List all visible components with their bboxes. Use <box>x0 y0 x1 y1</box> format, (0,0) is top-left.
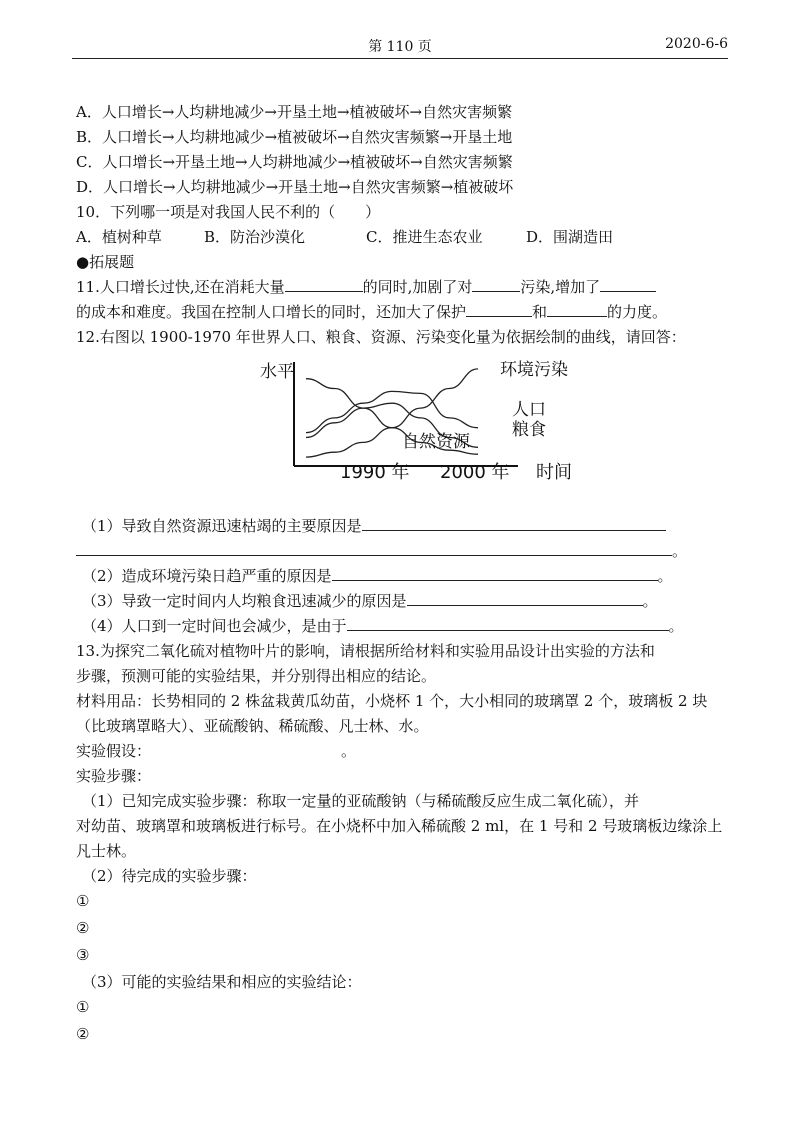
q12-sub4: （4）人口到一定时间也会减少，是由于 。 <box>76 614 736 639</box>
y-axis-label: 水平 <box>260 362 294 382</box>
q13-materials: 材料用品：长势相同的 2 株盆栽黄瓜幼苗，小烧杯 1 个，大小相同的玻璃罩 2 个，玻璃板 2 块（比玻璃罩略大）、亚硫酸钠、稀硫酸、凡士林、水。 <box>76 692 708 735</box>
q11-blank-1[interactable] <box>285 275 363 292</box>
q12-blank-2[interactable] <box>332 564 658 581</box>
q13-hypothesis: 实验假设： 。 <box>76 742 357 760</box>
document-body <box>76 100 736 1049</box>
q13-step2-label: （2）待完成的实验步骤： <box>82 867 257 885</box>
q9-option-d: D．人口增长→人均耕地减少→开垦土地→自然灾害频繁→植被破坏 <box>76 178 514 196</box>
q13-step2-item-3[interactable]: ③ <box>76 946 90 964</box>
q10-option-a: A．植树种草 <box>76 228 162 246</box>
q13-step1-b: 对幼苗、玻璃罩和玻璃板进行标号。在小烧杯中加入稀硫酸 2 ml，在 1 号和 2 号玻璃板边缘涂上凡士林。 <box>76 817 723 860</box>
q9-option-a: A．人口增长→人均耕地减少→开垦土地→植被破坏→自然灾害频繁 <box>76 103 513 121</box>
q10-option-d: D．围湖造田 <box>526 228 614 246</box>
q11-blank-5[interactable] <box>547 300 607 317</box>
legend-population: 人口 <box>512 400 546 420</box>
q11-line-1: 11.人口增长过快,还在消耗大量 的同时,加剧了对 污染,增加了 <box>76 275 736 300</box>
x-tick-2000: 2000 年 <box>440 462 510 483</box>
q12-blank-4[interactable] <box>347 614 669 631</box>
q12-sub1: （1）导致自然资源迅速枯竭的主要原因是 <box>76 514 736 539</box>
q12-blank-1b[interactable] <box>76 539 672 556</box>
q13-steps-label: 实验步骤： <box>76 767 152 785</box>
q12-sub2: （2）造成环境污染日趋严重的原因是 。 <box>76 564 736 589</box>
q12-sub3: （3）导致一定时间内人均粮食迅速减少的原因是 。 <box>76 589 736 614</box>
q12-sub1-cont: 。 <box>76 539 736 564</box>
q13-step1-a: （1）已知完成实验步骤：称取一定量的亚硫酸钠（与稀硫酸反应生成二氧化硫），并 <box>82 792 640 810</box>
q10-option-c: C．推进生态农业 <box>366 228 483 246</box>
q13-step2-item-1[interactable]: ① <box>76 892 90 910</box>
q11-blank-4[interactable] <box>466 300 532 317</box>
x-tick-1990: 1990 年 <box>340 462 410 483</box>
page-number: 第 110 页 <box>368 39 432 55</box>
q13-stem-2: 步骤，预测可能的实验结果，并分别得出相应的结论。 <box>76 667 437 685</box>
q11-line-2: 的成本和难度。我国在控制人口增长的同时，还加大了保护 和 的力度。 <box>76 300 736 325</box>
q10-option-b: B．防治沙漠化 <box>204 228 306 246</box>
header-date: 2020-6-6 <box>665 36 728 52</box>
q13-step3-item-2[interactable]: ② <box>76 1025 90 1043</box>
q10-options <box>76 225 736 250</box>
q13-step3-item-1[interactable]: ① <box>76 998 90 1016</box>
legend-food: 粮食 <box>512 420 546 440</box>
q11-blank-3[interactable] <box>600 275 656 292</box>
q9-option-c: C．人口增长→开垦土地→人均耕地减少→植被破坏→自然灾害频繁 <box>76 153 513 171</box>
series-population-line <box>306 391 478 432</box>
population-resource-chart <box>256 354 606 482</box>
q12-stem: 12.右图以 1900-1970 年世界人口、粮食、资源、污染变化量为依据绘制的曲线，请回答： <box>76 328 686 346</box>
x-axis-label: 时间 <box>536 462 572 483</box>
section-title: ●拓展题 <box>76 253 135 271</box>
page-header <box>72 34 728 59</box>
q10-stem: 10．下列哪一项是对我国人民不利的（ ） <box>76 203 381 221</box>
q12-blank-3[interactable] <box>407 589 643 606</box>
legend-resources: 自然资源 <box>402 432 470 452</box>
q13-stem-1: 13.为探究二氧化硫对植物叶片的影响，请根据所给材料和实验用品设计出实验的方法和 <box>76 642 655 660</box>
q13-step2-item-2[interactable]: ② <box>76 919 90 937</box>
q12-blank-1a[interactable] <box>362 514 666 531</box>
q11-blank-2[interactable] <box>472 275 520 292</box>
legend-pollution: 环境污染 <box>500 360 568 380</box>
q9-option-b: B．人口增长→人均耕地减少→植被破坏→自然灾害频繁→开垦土地 <box>76 128 513 146</box>
q13-step3-label: （3）可能的实验结果和相应的实验结论： <box>82 973 362 991</box>
